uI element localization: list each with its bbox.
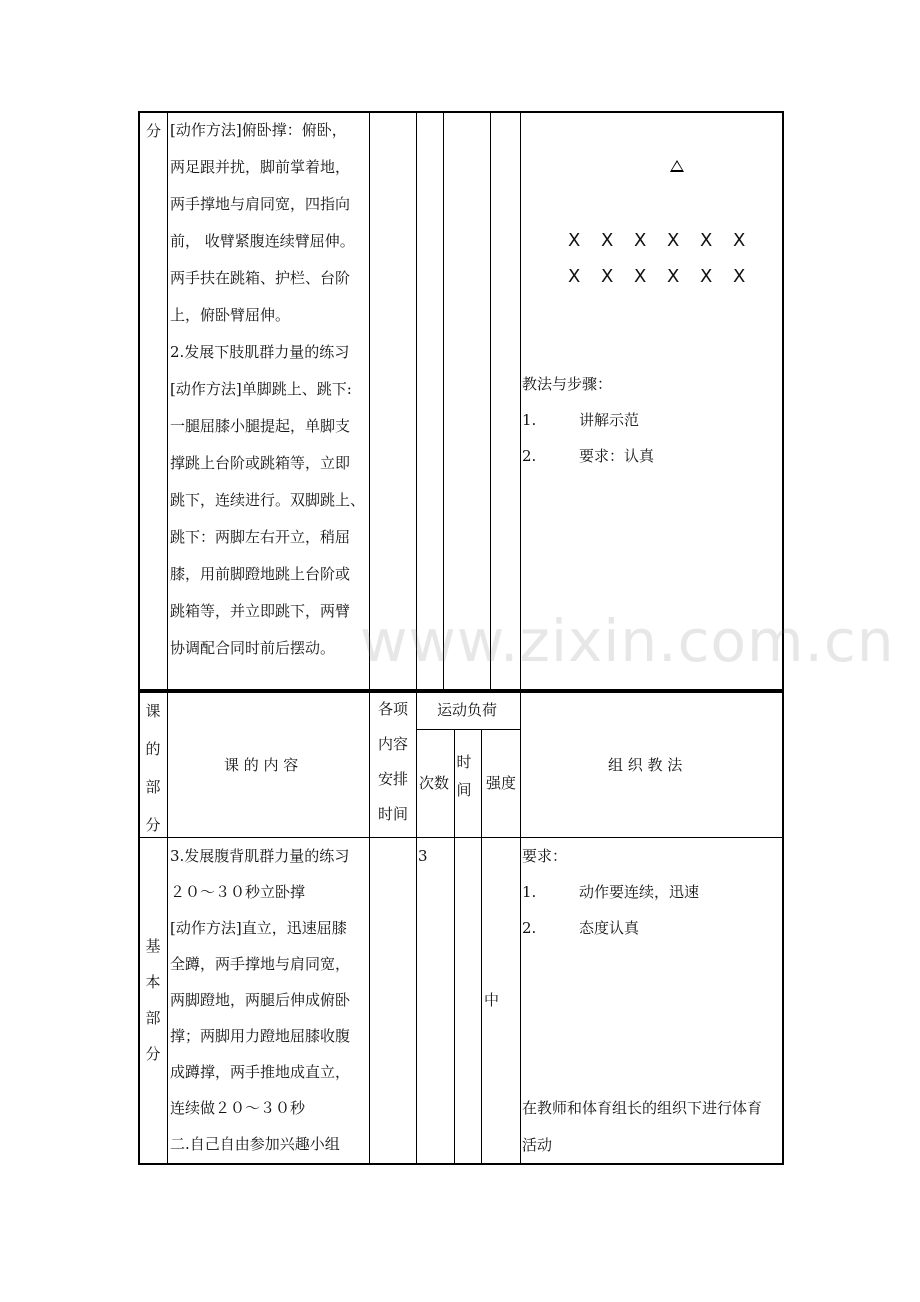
bottom-col-divider-2 (416, 691, 417, 1165)
content-line: 跳箱等，并立即跳下，两臂 (170, 602, 351, 620)
content-line: 协调配合同时前后摆动。 (170, 639, 336, 657)
step-text: 讲解示范 (579, 411, 640, 429)
content-line: 两手撑地与肩同宽，四指向 (170, 195, 351, 213)
top-col-divider-6 (520, 111, 521, 691)
formation-x: X (568, 230, 581, 251)
intensity-value: 中 (484, 991, 500, 1009)
req-number: 2. (522, 919, 537, 937)
step-number: 2. (522, 447, 537, 465)
load-header-divider (416, 729, 520, 730)
content-line: 跳下：两脚左右开立，稍屈 (170, 528, 351, 546)
step-text: 要求：认真 (579, 447, 655, 465)
content-line: 撑跳上台阶或跳箱等，立即 (170, 454, 351, 472)
note-line: 在教师和体育组长的组织下进行体育 (522, 1099, 763, 1117)
formation-x: X (667, 266, 680, 287)
note-line: 活动 (522, 1136, 553, 1154)
formation-x: X (634, 230, 647, 251)
content-line: 跳下，连续进行。双脚跳上、 (170, 491, 366, 509)
header-intensity: 强度 (486, 774, 517, 792)
req-title: 要求： (522, 847, 568, 865)
formation-x: X (667, 230, 680, 251)
formation-x: X (568, 266, 581, 287)
method-title: 教法与步骤： (522, 375, 613, 393)
content-line: 两足跟并扰，脚前掌着地， (170, 158, 351, 176)
content-line: 上，俯卧臂屈伸。 (170, 306, 291, 324)
content-line: 两手扶在跳箱、护栏、台阶 (170, 269, 351, 287)
req-number: 1. (522, 883, 537, 901)
content-line: 前， 收臂紧腹连续臂屈伸。 (170, 232, 355, 250)
content-line: 膝，用前脚蹬地跳上台阶或 (170, 565, 351, 583)
header-time: 各项 内容 安排 时间 (377, 700, 408, 823)
triangle-icon (670, 160, 684, 172)
header-duration: 时 间 (456, 753, 472, 799)
count-value: 3 (418, 847, 428, 865)
content-line: 全蹲，两手撑地与肩同宽， (170, 955, 351, 973)
top-col-divider-5 (490, 111, 491, 691)
bottom-col-divider-4 (454, 729, 455, 1165)
top-content-text (170, 112, 370, 667)
header-load: 运动负荷 (437, 701, 498, 719)
bottom-content-text (170, 838, 370, 1162)
content-line: 一腿屈膝小腿提起，单脚支 (170, 417, 351, 435)
step-number: 1. (522, 411, 537, 429)
formation-x: X (700, 230, 713, 251)
content-line: 2.发展下肢肌群力量的练习 (170, 343, 350, 361)
top-col-divider-1 (167, 111, 168, 691)
content-line: ２０～３０秒立卧撑 (170, 883, 306, 901)
req-text: 态度认真 (579, 919, 640, 937)
formation-x: X (733, 266, 746, 287)
formation-x: X (733, 230, 746, 251)
formation-x: X (634, 266, 647, 287)
header-count: 次数 (419, 774, 450, 792)
top-col-divider-3 (416, 111, 417, 691)
content-line: 两脚蹬地，两腿后伸成俯卧 (170, 991, 351, 1009)
formation-x: X (700, 266, 713, 287)
bottom-col-divider-1 (167, 691, 168, 1165)
content-line: 成蹲撑，两手推地成直立， (170, 1063, 351, 1081)
content-line: [动作方法]俯卧撑：俯卧， (170, 121, 347, 139)
bottom-col-divider-3 (520, 691, 521, 1165)
content-line: [动作方法]直立，迅速屈膝 (170, 919, 347, 937)
header-method: 组 织 教 法 (608, 756, 683, 774)
bottom-part: 基 本 部 分 (145, 937, 161, 1063)
formation-x: X (601, 266, 614, 287)
watermark: www.zixin.com.cn (360, 607, 895, 675)
header-content: 课 的 内 容 (224, 756, 299, 774)
content-line: 撑；两脚用力蹬地屈膝收腹 (170, 1027, 351, 1045)
top-part-label: 分 (146, 122, 162, 140)
header-part: 课 的 部 分 (145, 702, 161, 834)
content-line: 二.自己自由参加兴趣小组 (170, 1135, 340, 1153)
top-col-divider-4 (443, 111, 444, 691)
content-line: 连续做２０～３０秒 (170, 1099, 306, 1117)
bottom-col-divider-5 (481, 729, 482, 1165)
content-line: [动作方法]单脚跳上、跳下: (170, 380, 352, 398)
content-line: 3.发展腹背肌群力量的练习 (170, 847, 350, 865)
req-text: 动作要连续，迅速 (579, 883, 700, 901)
formation-x: X (601, 230, 614, 251)
